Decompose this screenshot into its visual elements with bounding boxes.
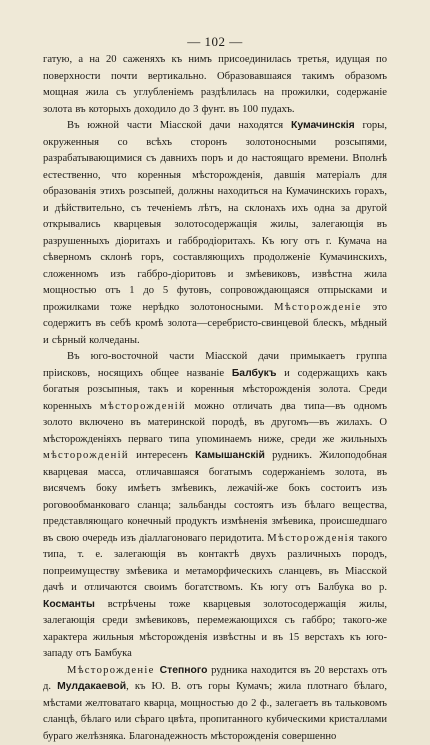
page-number: — 102 — <box>0 34 430 50</box>
p3-spaced-term-2: мѣсторожденій <box>43 450 129 461</box>
paragraph-3 <box>43 349 387 663</box>
p3-text-c: и содержащихъ какъ богатыя розсыпныя, такъ и коренныя мѣсторожденія золота. Среди коренныхъ <box>43 368 387 412</box>
p3-text-m: встрѣчены тоже кварцевыя золотосодержащія жилы, залегающія среди змѣевиковъ, перемежающихся съ габбро; такого-же характера жильныя мѣсторожденія извѣстны и въ 15 верстахъ къ юго-западу отъ Бамбука <box>43 599 387 660</box>
paragraph-4 <box>43 663 387 745</box>
p3-spaced-term-3: Мѣсторожденія <box>267 533 355 544</box>
place-name-kumachinskiya: Кумачинскія <box>291 120 355 131</box>
paragraph-1: гатую, а на 20 саженяхъ къ нимъ присоединилась третья, идущая по поверхности почти вертикально. Образовавшаяся такимъ образомъ мощная жила съ углубленіемъ раздѣлилась на прожилки, содержаніе золота въ которыхъ доходило до 3 фунт. въ 100 пудахъ. <box>43 52 387 118</box>
p4-text-c: рудника находится въ 20 верстахъ отъ д. <box>43 665 387 693</box>
paragraph-2 <box>43 118 387 349</box>
p3-text-a: Въ юго-восточной части Міасской дачи примыкаетъ группа пріисковъ, носящихъ общее названіе <box>43 351 387 379</box>
p3-spaced-term-1: мѣсторожденій <box>100 401 186 412</box>
p2-text-e: это содержитъ въ себѣ кромѣ золота—серебристо-свинцевой блескъ, мѣдный и сѣрный колчеданы. <box>43 302 387 346</box>
place-name-muldakaevoy: Мулдакаевой <box>57 681 126 692</box>
p4-text-e: , къ Ю. В. отъ горы Кумачъ; жила плотнаго бѣлаго, мѣстами желтоватаго кварца, мощностью до 2 ф., залегаетъ въ тальковомъ сланцѣ, бѣлаго или сѣраго цвѣта, пропитанного кубическими кристаллами бураго желѣзняка. Благонадежность мѣсторожденія совершенно <box>43 681 387 742</box>
p3-text-g: интересенъ <box>129 450 195 461</box>
p2-text-c: горы, окруженныя со всѣхъ сторонъ золотоносными розсыпями, разрабатывающимися съ давнихъ поръ и до настоящаго времени. Вполнѣ естественно, что коренныя мѣсторожденія, давшія матеріалъ для образованія этихъ розсыпей, должны находиться на Кумачинскихъ горахъ, и дѣйствительно, съ теченіемъ лѣтъ, на склонахъ ихъ одна за другой открывались кварцевыя золотосодержащія жилы, залегающія въ разрушенныхъ діоритахъ и габбродіоритахъ. Къ югу отъ г. Кумача на сѣверномъ склонѣ горъ, составляющихъ продолженіе Кумачинскихъ, сложенномъ изъ габбро-діоритовъ и змѣевиковъ, извѣстна жила мощностью отъ 1 до 5 футовъ, сопровождающаяся отпрысками и прожилками тоже нерѣдко золотоносными. <box>43 120 387 313</box>
p2-spaced-term: Мѣсторожденіе <box>274 302 362 313</box>
place-name-kamyshanskiy: Камышанскій <box>195 450 265 461</box>
body-text <box>43 52 387 745</box>
p4-spaced-term: Мѣсторожденіе <box>67 665 160 676</box>
place-name-kosmanty: Косманты <box>43 599 95 610</box>
p3-text-k: такого типа, т. е. залегающія въ контактѣ двухъ различныхъ породъ, попреимуществу змѣевика и метаморфическихъ сланцевъ, въ Міасской дачѣ и отличаются своимъ богатствомъ. Къ югу отъ Балбука во р. <box>43 533 387 594</box>
p3-text-e: можно отличать два типа—въ одномъ золото включено въ материнской породѣ, въ другомъ—въ жилахъ. О мѣсторожденіяхъ перваго типа упоминаемъ ниже, среди же жильныхъ <box>43 401 387 445</box>
place-name-balbuk: Балбукъ <box>232 368 277 379</box>
place-name-stepnogo: Степного <box>160 665 208 676</box>
p2-text-a: Въ южной части Міасской дачи находятся <box>67 120 291 131</box>
p3-text-i: рудникъ. Жилоподобная кварцевая масса, отличавшаяся богатымъ содержаніемъ золота, въ висячемъ боку имѣетъ змѣевикъ, лежачій-же бокъ состоитъ изъ роговообманковаго сланца; зальбанды состоятъ изъ бѣлаго вещества, представляющаго конечный продуктъ измѣненія змѣевика, происшедшаго въ свою очередь изъ діаллагоноваго перидотита. <box>43 450 387 544</box>
